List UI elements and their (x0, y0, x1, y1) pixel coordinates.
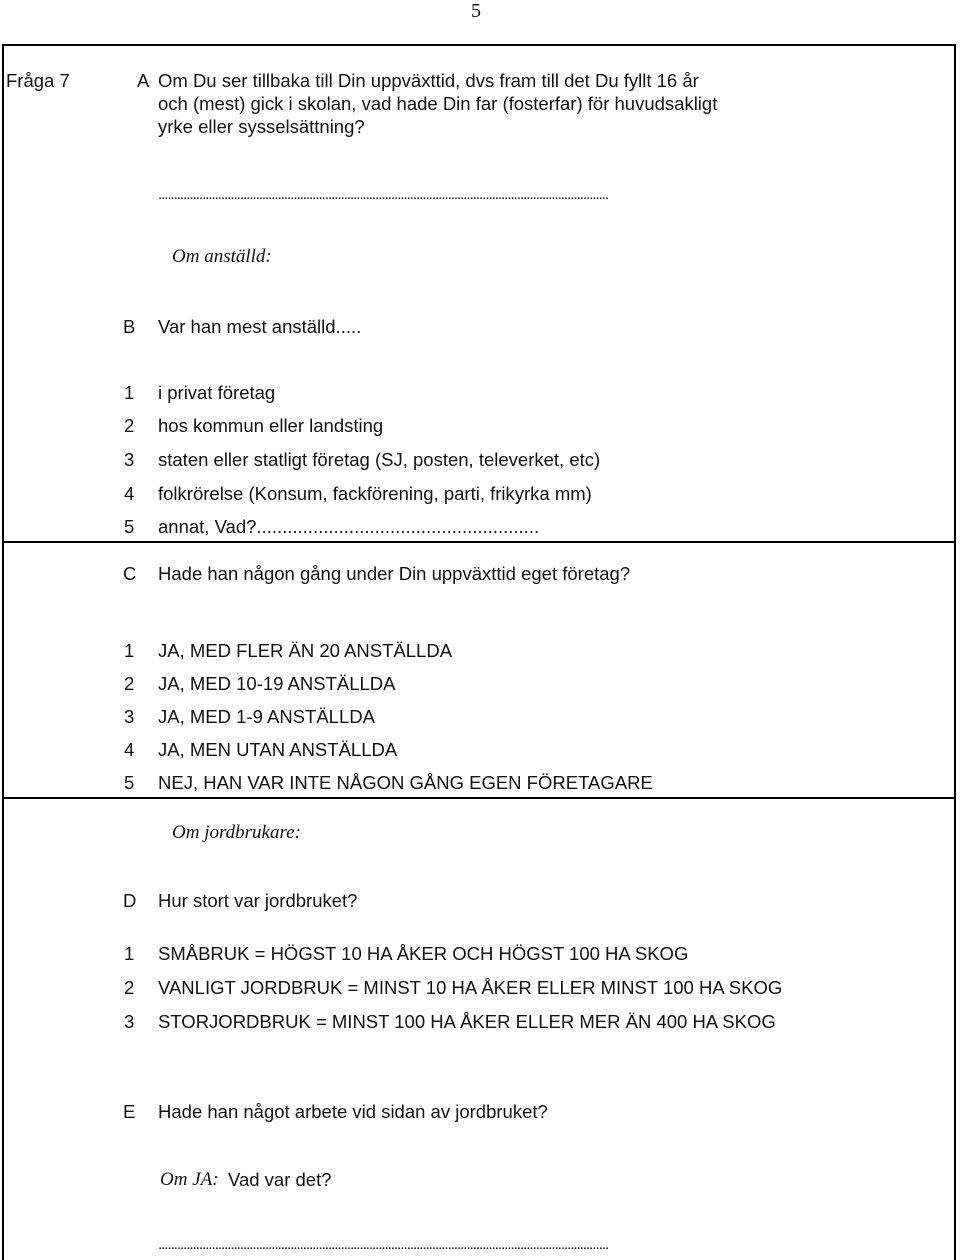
option-d-3[interactable]: STORJORDBRUK = MINST 100 HA ÅKER ELLER MER ÄN 400 HA SKOG (158, 1011, 776, 1032)
question-b-text: Var han mest anställd..... (158, 316, 362, 337)
option-number: 3 (124, 706, 135, 727)
option-number: 4 (124, 739, 135, 760)
item-letter-d: D (123, 890, 137, 911)
followup-label: Om JA: (160, 1169, 219, 1190)
option-c-2[interactable]: JA, MED 10-19 ANSTÄLLDA (158, 673, 396, 694)
option-number: 2 (124, 415, 135, 436)
option-b-5[interactable]: annat, Vad?....................................................... (158, 516, 540, 537)
answer-line-e[interactable]: ............................................................................................................................................... (158, 1236, 609, 1253)
option-d-1[interactable]: SMÅBRUK = HÖGST 10 HA ÅKER OCH HÖGST 100 HA SKOG (158, 943, 689, 964)
option-number: 2 (124, 673, 135, 694)
option-number: 3 (124, 1011, 135, 1032)
section-divider (2, 541, 956, 543)
option-number: 5 (124, 772, 135, 793)
option-c-4[interactable]: JA, MEN UTAN ANSTÄLLDA (158, 739, 398, 760)
option-number: 1 (124, 943, 135, 964)
option-b-2[interactable]: hos kommun eller landsting (158, 415, 384, 436)
question-a-line: och (mest) gick i skolan, vad hade Din far (fosterfar) för huvudsakligt (158, 93, 718, 114)
item-letter-a: A (137, 70, 150, 91)
option-number: 5 (124, 516, 135, 537)
question-e-text: Hade han något arbete vid sidan av jordbruket? (158, 1101, 548, 1122)
page-number: 5 (471, 0, 481, 22)
option-number: 3 (124, 449, 135, 470)
option-d-2[interactable]: VANLIGT JORDBRUK = MINST 10 HA ÅKER ELLER MINST 100 HA SKOG (158, 977, 783, 998)
option-number: 4 (124, 483, 135, 504)
option-b-4[interactable]: folkrörelse (Konsum, fackförening, parti, frikyrka mm) (158, 483, 592, 504)
question-c-text: Hade han någon gång under Din uppväxttid eget företag? (158, 563, 631, 584)
option-number: 1 (124, 640, 135, 661)
option-b-1[interactable]: i privat företag (158, 382, 276, 403)
question-label: Fråga 7 (6, 70, 70, 91)
option-c-1[interactable]: JA, MED FLER ÄN 20 ANSTÄLLDA (158, 640, 453, 661)
employed-heading: Om anställd: (172, 246, 272, 267)
option-number: 2 (124, 977, 135, 998)
item-letter-c: C (123, 563, 137, 584)
item-letter-b: B (123, 316, 136, 337)
option-c-3[interactable]: JA, MED 1-9 ANSTÄLLDA (158, 706, 375, 727)
option-b-3[interactable]: staten eller statligt företag (SJ, posten, televerket, etc) (158, 449, 601, 470)
item-letter-e: E (123, 1101, 136, 1122)
question-a-line: Om Du ser tillbaka till Din uppväxttid, dvs fram till det Du fyllt 16 år (158, 70, 699, 91)
farmer-heading: Om jordbrukare: (172, 822, 301, 843)
question-a-line: yrke eller sysselsättning? (158, 116, 365, 137)
followup-text: Vad var det? (228, 1169, 332, 1190)
option-c-5[interactable]: NEJ, HAN VAR INTE NÅGON GÅNG EGEN FÖRETAGARE (158, 772, 653, 793)
option-number: 1 (124, 382, 135, 403)
question-d-text: Hur stort var jordbruket? (158, 890, 358, 911)
question-box (2, 44, 956, 1260)
answer-line-a[interactable]: ............................................................................................................................................... (158, 186, 609, 203)
section-divider (2, 797, 956, 799)
